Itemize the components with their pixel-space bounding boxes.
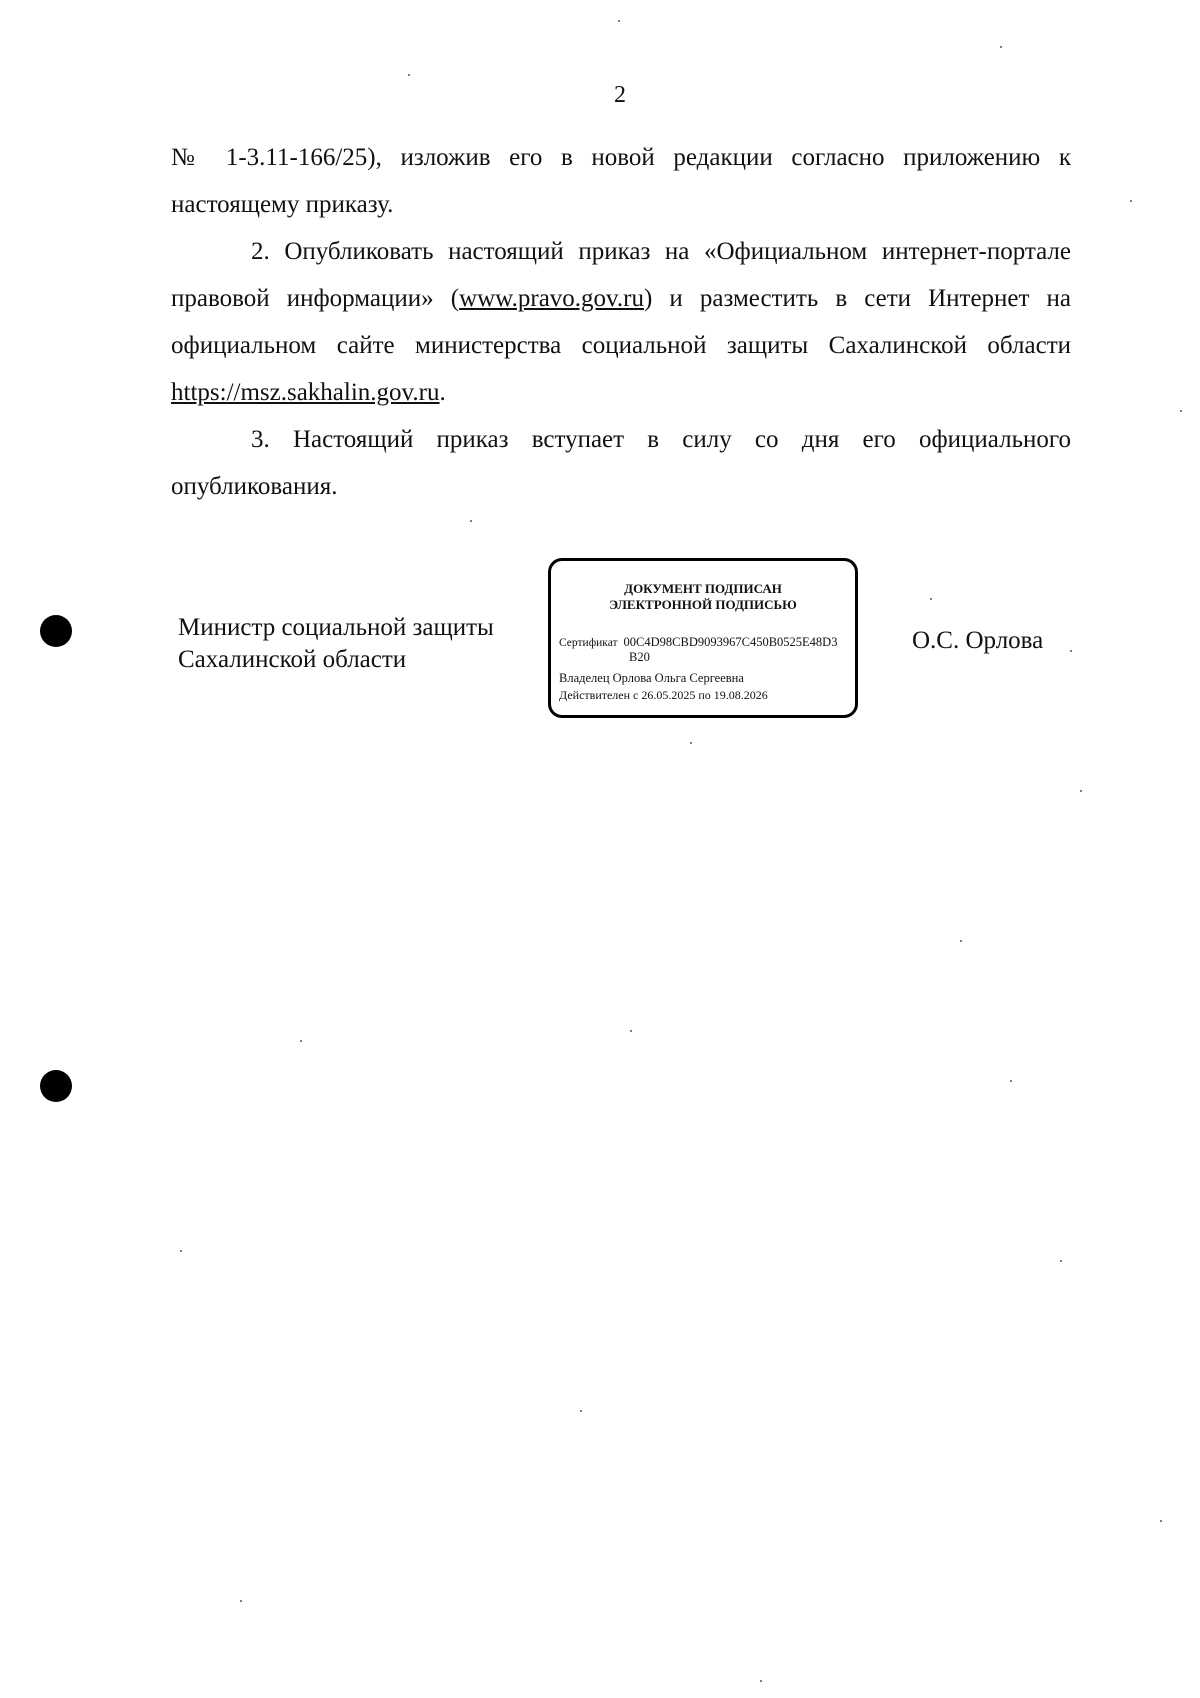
paragraph-continuation: № 1-3.11-166/25), изложив его в новой редакции согласно приложению к настоящему приказу.	[171, 144, 1071, 218]
speck	[580, 1410, 582, 1412]
signer-name: О.С. Орлова	[912, 627, 1044, 654]
stamp-owner	[559, 671, 744, 686]
speck	[180, 1250, 182, 1252]
speck	[1010, 1080, 1012, 1082]
stamp-title	[551, 581, 855, 613]
body-text	[171, 134, 1071, 510]
speck	[1160, 1520, 1162, 1522]
speck	[618, 20, 620, 22]
speck	[1180, 410, 1182, 412]
signatory-position-line2: Сахалинской области	[178, 646, 407, 673]
paragraph-2-text-after: .	[439, 379, 446, 406]
paragraph-2	[171, 228, 1071, 416]
speck	[240, 1600, 242, 1602]
speck	[408, 74, 410, 76]
stamp-certificate-value: 00C4D98CBD9093967C450B0525E48D3	[623, 635, 838, 649]
paragraph-2-text-before: 2. Опубликовать настоящий приказ на «Официальном интернет-портале правовой информации» (	[171, 238, 1071, 312]
speck	[930, 598, 932, 600]
speck	[1000, 46, 1002, 48]
stamp-certificate	[559, 635, 849, 651]
signatory-position-line1: Министр социальной защиты	[178, 614, 494, 641]
msz-sakhalin-link[interactable]: https://msz.sakhalin.gov.ru	[171, 379, 440, 406]
pravo-link[interactable]: www.pravo.gov.ru	[459, 285, 644, 312]
speck	[960, 940, 962, 942]
stamp-certificate-value-cont: B20	[629, 650, 650, 664]
speck	[760, 1680, 762, 1682]
stamp-title-line1: ДОКУМЕНТ ПОДПИСАН	[624, 581, 782, 596]
speck	[300, 1040, 302, 1042]
punch-hole-top	[40, 615, 72, 647]
page-number: 2	[614, 82, 626, 108]
paragraph-3: 3. Настоящий приказ вступает в силу со дня его официального опубликования.	[171, 426, 1071, 500]
speck	[630, 1030, 632, 1032]
paragraph-2-text-middle: ) и разместить в сети Интернет на официальном сайте министерства социальной защиты Сахалинской области	[171, 285, 1072, 359]
speck	[470, 520, 472, 522]
speck	[1130, 200, 1132, 202]
speck	[1070, 650, 1072, 652]
stamp-certificate-label: Сертификат	[559, 637, 618, 649]
stamp-owner-value: Орлова Ольга Сергеевна	[612, 671, 744, 685]
stamp-owner-label: Владелец	[559, 671, 610, 685]
speck	[1060, 1260, 1062, 1262]
speck	[1080, 790, 1082, 792]
electronic-signature-stamp	[548, 558, 858, 718]
speck	[690, 742, 692, 744]
signatory-position	[178, 612, 494, 676]
stamp-validity: Действителен с 26.05.2025 по 19.08.2026	[559, 688, 768, 702]
stamp-title-line2: ЭЛЕКТРОННОЙ ПОДПИСЬЮ	[609, 597, 797, 612]
punch-hole-bottom	[40, 1070, 72, 1102]
